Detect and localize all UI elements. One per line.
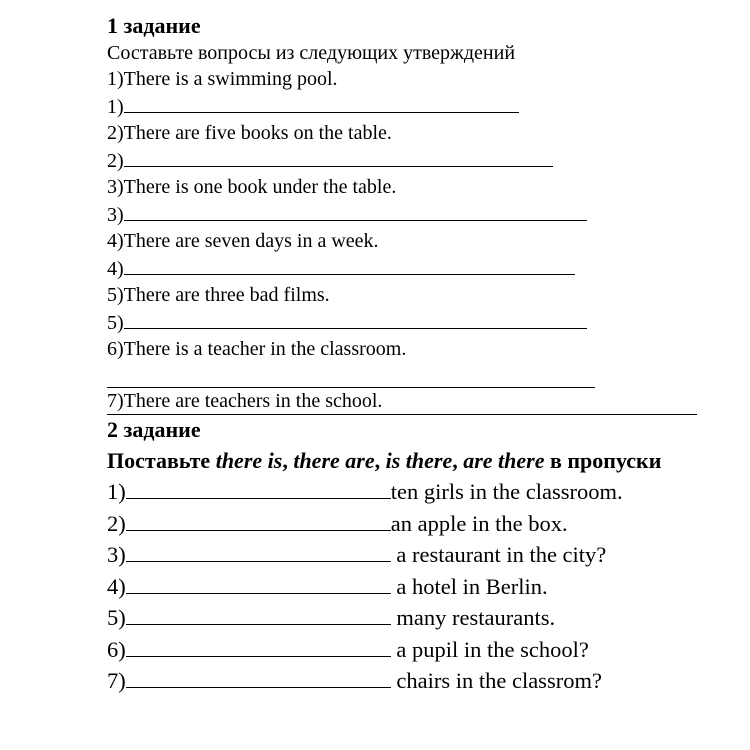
item-number: 3) [107, 542, 126, 567]
fill-blank-3[interactable] [126, 540, 391, 562]
task1-subtitle: Составьте вопросы из следующих утверждений [107, 42, 516, 64]
instruction-sep: , [452, 448, 464, 473]
item-text: chairs in the classrom? [390, 668, 602, 693]
task2-instruction [107, 445, 727, 476]
instruction-sep: , [374, 448, 386, 473]
answer-blank-3[interactable] [124, 201, 587, 221]
fill-blank-5[interactable] [126, 603, 391, 625]
item-number: 7) [107, 668, 126, 693]
option-there-is: there is [215, 448, 283, 473]
answer-blank-1[interactable] [124, 93, 519, 113]
task2-item-4 [107, 571, 727, 603]
item-text: a hotel in Berlin. [390, 573, 548, 599]
task1-statement-4: 4)There are seven days in a week. [107, 230, 379, 252]
instruction-sep: , [282, 448, 294, 473]
answer-blank-5[interactable] [124, 309, 587, 329]
fill-blank-6[interactable] [126, 635, 391, 657]
item-number: 5) [107, 605, 126, 630]
task1-answer-2 [107, 147, 727, 175]
task1-answer-4 [107, 255, 727, 283]
answer-prefix: 3) [107, 203, 124, 226]
task1-statement-2: 2)There are five books on the table. [107, 122, 392, 144]
instruction-text: Поставьте [107, 448, 216, 473]
task1-answer-5 [107, 309, 727, 337]
task1-answer-3 [107, 201, 727, 229]
item-text: a restaurant in the city? [390, 542, 607, 567]
fill-blank-7[interactable] [126, 666, 391, 688]
answer-prefix: 1) [107, 95, 124, 118]
task1-statement-3: 3)There is one book under the table. [107, 176, 397, 198]
item-number: 4) [107, 573, 126, 599]
instruction-text: в пропуски [544, 448, 662, 473]
task1-statement-7[interactable]: 7)There are teachers in the school. [107, 388, 697, 416]
answer-blank-2[interactable] [124, 147, 553, 167]
fill-blank-2[interactable] [126, 509, 391, 531]
task1-statement-1: 1)There is a swimming pool. [107, 68, 338, 90]
task2-title: 2 задание [107, 417, 201, 442]
answer-prefix: 4) [107, 257, 124, 280]
option-are-there: are there [463, 448, 545, 473]
answer-prefix: 5) [107, 311, 124, 334]
item-text: many restaurants. [390, 605, 556, 630]
item-text: an apple in the box. [390, 510, 568, 536]
option-there-are: there are [293, 448, 375, 473]
answer-prefix: 2) [107, 149, 124, 172]
task2-item-1 [107, 476, 727, 508]
task2-item-2 [107, 508, 727, 540]
fill-blank-4[interactable] [126, 572, 391, 594]
option-is-there: is there [385, 448, 453, 473]
task2-item-6 [107, 634, 727, 666]
task1-title: 1 задание [107, 13, 201, 38]
answer-blank-4[interactable] [124, 255, 575, 275]
item-text: a pupil in the school? [390, 636, 589, 662]
item-number: 2) [107, 510, 126, 536]
task1-statement-6: 6)There is a teacher in the classroom. [107, 338, 407, 360]
task2-item-3 [107, 539, 727, 571]
task2-item-5 [107, 602, 727, 634]
answer-blank-6[interactable] [107, 363, 595, 388]
item-number: 1) [107, 479, 126, 504]
task1-answer-1 [107, 93, 727, 121]
task1-statement-5: 5)There are three bad films. [107, 284, 330, 306]
item-number: 6) [107, 636, 126, 662]
worksheet [107, 12, 727, 697]
task2-item-7 [107, 665, 727, 697]
fill-blank-1[interactable] [126, 477, 391, 499]
item-text: ten girls in the classroom. [390, 479, 623, 504]
